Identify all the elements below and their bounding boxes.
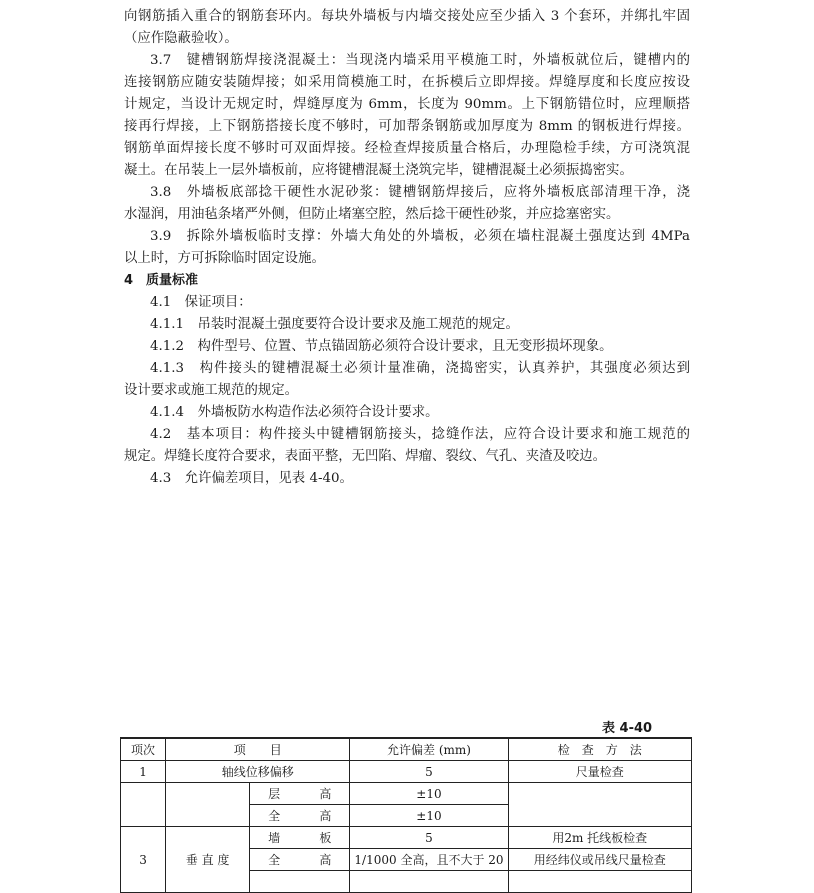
paragraph-line: 钢筋单面焊接长度不够时可双面焊接。经检查焊接质量合格后，办理隐检手续，方可浇筑混 (124, 141, 690, 156)
row-tolerance: 1/1000 全高，且不大于 20 (350, 849, 508, 871)
clause-4-1-1: 4.1.1 吊装时混凝土强度要符合设计要求及施工规范的规定。 (150, 317, 519, 332)
clause-4-1-3: 4.1.3 构件接头的键槽混凝土必须计量准确，浇捣密实，认真养护，其强度必须达到 (150, 361, 690, 376)
clause-4-3: 4.3 允许偏差项目，见表 4-40。 (150, 471, 353, 486)
row-no (121, 783, 166, 827)
row-tolerance: 5 (350, 761, 508, 783)
row-method (508, 783, 691, 827)
header-method: 检 查 方 法 (508, 738, 691, 761)
row-no: 1 (121, 761, 166, 783)
row-subitem (250, 871, 350, 893)
paragraph-line: 规定。焊缝长度符合要求，表面平整，无凹陷、焊瘤、裂纹、气孔、夹渣及咬边。 (124, 449, 607, 464)
clause-4-1-2: 4.1.2 构件型号、位置、节点锚固筋必须符合设计要求，且无变形损坏现象。 (150, 339, 613, 354)
paragraph-line: 凝土。在吊装上一层外墙板前，应将键槽混凝土浇筑完毕，键槽混凝土必须振捣密实。 (124, 163, 633, 178)
row-subitem: 全 高 (250, 849, 350, 871)
paragraph-line: 计规定，当设计无规定时，焊缝厚度为 6mm，长度为 90mm。上下钢筋错位时，应理顺搭 (124, 97, 690, 112)
paragraph-line: 设计要求或施工规范的规定。 (124, 383, 299, 398)
paragraph-line: （应作隐蔽验收）。 (124, 31, 238, 46)
row-method: 用2m 托线板检查 (508, 827, 691, 849)
row-tolerance: ±10 (350, 783, 508, 805)
clause-3-9: 3.9 拆除外墙板临时支撑：外墙大角处的外墙板，必须在墙柱混凝土强度达到 4MPa (150, 229, 690, 244)
paragraph-line: 接再行焊接，上下钢筋搭接长度不够时，可加帮条钢筋或加厚度为 8mm 的钢板进行焊接。 (124, 119, 690, 134)
header-no: 项次 (121, 738, 166, 761)
row-no: 3 (121, 827, 166, 893)
header-item: 项 目 (166, 738, 350, 761)
row-tolerance: 5 (350, 827, 508, 849)
table-row (121, 761, 692, 783)
paragraph-line: 向钢筋插入重合的钢筋套环内。每块外墙板与内墙交接处应至少插入 3 个套环，并绑扎牢固 (124, 9, 690, 24)
row-method: 用经纬仪或吊线尺量检查 (508, 849, 691, 871)
paragraph-line: 以上时，方可拆除临时固定设施。 (124, 251, 325, 266)
table-caption: 表 4-40 (602, 721, 653, 736)
clause-3-7: 3.7 键槽钢筋焊接浇混凝土：当现浇内墙采用平模施工时，外墙板就位后，键槽内的 (150, 53, 690, 68)
clause-4-2: 4.2 基本项目：构件接头中键槽钢筋接头，捻缝作法，应符合设计要求和施工规范的 (150, 427, 690, 442)
paragraph-line: 水湿润，用油毡条堵严外侧，但防止堵塞空腔，然后捻干硬性砂浆，并应捻塞密实。 (124, 207, 620, 222)
row-subitem: 墙 板 (250, 827, 350, 849)
clause-4-1-4: 4.1.4 外墙板防水构造作法必须符合设计要求。 (150, 405, 439, 420)
row-subitem: 全 高 (250, 805, 350, 827)
header-tolerance: 允许偏差 (mm) (350, 738, 508, 761)
row-tolerance (350, 871, 508, 893)
row-tolerance: ±10 (350, 805, 508, 827)
table-header-row (121, 738, 692, 761)
body-text (124, 6, 690, 490)
clause-3-8: 3.8 外墙板底部捻干硬性水泥砂浆：键槽钢筋焊接后，应将外墙板底部清理干净，浇 (150, 185, 690, 200)
row-method: 尺量检查 (508, 761, 691, 783)
paragraph-line: 连接钢筋应随安装随焊接；如采用筒模施工时，在拆模后立即焊接。焊缝厚度和长度应按设 (124, 75, 690, 90)
row-method (508, 871, 691, 893)
table-row (121, 783, 692, 805)
row-subitem: 层 高 (250, 783, 350, 805)
tolerance-table (120, 737, 692, 893)
clause-4-1: 4.1 保证项目： (150, 295, 252, 310)
table-row (121, 827, 692, 849)
row-item: 轴线位移偏移 (166, 761, 350, 783)
row-item: 垂 直 度 (166, 827, 250, 893)
row-item (166, 783, 250, 827)
section-heading-4: 4 质量标准 (124, 273, 199, 288)
